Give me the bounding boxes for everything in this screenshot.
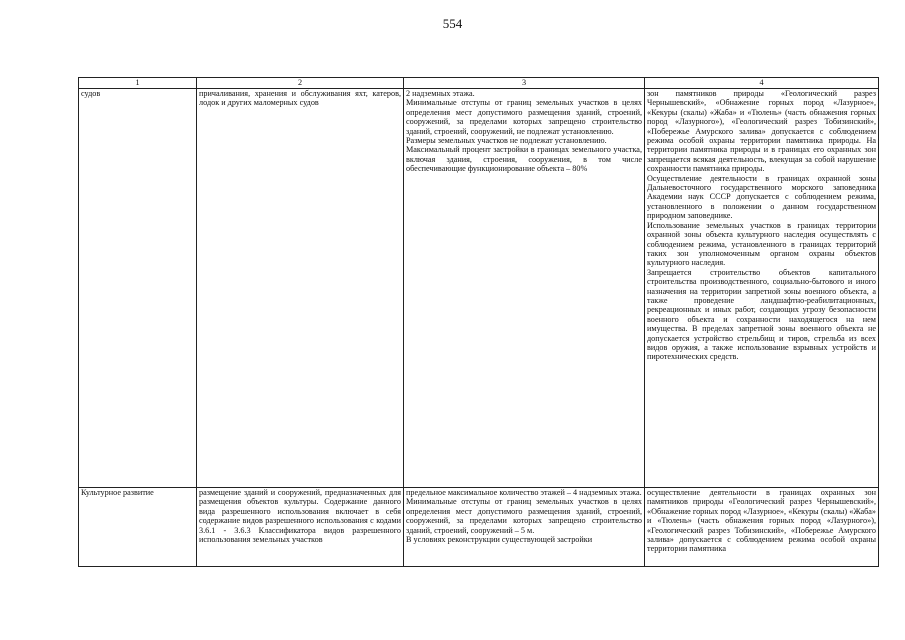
cell-parameters [404, 488, 645, 567]
paragraph: Размеры земельных участков не подлежат установлению. [406, 136, 607, 146]
paragraph: осуществление деятельности в границах охранных зон памятников природы «Геологический разрез Чернышевский», «Обнажение горных пород «Лазурное», «Кекуры (скалы) «Жаба» и «Тюлень» (часть обнажения горных пород «Лазурного»), «Геологический разрез Тобизинский», «Побережье Амурского залива» допускается с соблюдением режима особой охраны территории памятника [647, 488, 876, 554]
paragraph: 2 надземных этажа. [406, 89, 475, 98]
header-cell-3: 3 [404, 78, 645, 89]
paragraph: Запрещается строительство объектов капитального строительства производственного, социально-бытового и иного назначения на территории запретной зоны военного объекта, а также проведение ландшафтно-реабилитационных, рекреационных и иных работ, создающих угрозу безопасности военного объекта и сохранности находящегося на нем имущества. В пределах запретной зоны военного объекта не допускается устройство стрельбищ и тиров, стрельба из всех видов оружия, а также использование взрывных устройств и пиротехнических средств. [647, 267, 876, 362]
paragraph: Осуществление деятельности в границах охранной зоны Дальневосточного государственного морского заповедника Академии наук СССР допускается с соблюдением режима, установленного в положении о данном государственном природном заповеднике. [647, 173, 876, 221]
page-number: 554 [442, 16, 463, 31]
paragraph: предельное максимальное количество этажей – 4 надземных этажа. [406, 488, 642, 497]
paragraph: Использование земельных участков в границах территории охранной зоны объекта культурного наследия осуществлять с соблюдением режима, установленного в границах территорий таких зон уполномоченным органом охраны объектов культурного наследия. [647, 220, 876, 268]
paragraph: причаливания, хранения и обслуживания яхт, катеров, лодок и других маломерных судов [199, 89, 401, 108]
header-cell-2: 2 [197, 78, 404, 89]
paragraph: Максимальный процент застройки в границах земельного участка, включая здания, строения, сооружения, в том числе обеспечивающие функционирование объекта – 80% [406, 145, 642, 174]
paragraph: Минимальные отступы от границ земельных участков в целях определения мест допустимого размещения зданий, строений, сооружений, за пределами которых запрещено строительство зданий, строений, сооружений – 5 м. [406, 497, 642, 535]
paragraph: В условиях реконструкции существующей застройки [406, 535, 593, 545]
paragraph: размещение зданий и сооружений, предназначенных для размещения объектов культуры. Содержание данного вида разрешенного использования включает в себя содержание видов разрешенного использования с кодами 3.6.1 - 3.6.3 Классификатора видов разрешенного использования земельных участков [199, 488, 401, 545]
table-row [79, 488, 879, 567]
cell-parameters [404, 89, 645, 488]
zoning-table [78, 77, 879, 567]
cell-use-description [197, 89, 404, 488]
cell-use-name [79, 89, 197, 488]
table-header-row [79, 78, 879, 89]
cell-use-description [197, 488, 404, 567]
paragraph: зон памятников природы «Геологический разрез Чернышевский», «Обнажение горных пород «Лазурное», «Кекуры (скалы) «Жаба» и «Тюлень» (часть обнажения горных пород «Лазурного»), «Геологический разрез Тобизинский», «Побережье Амурского залива» допускается с соблюдением режима особой охраны территории памятника природы. На территории памятника природы и в границах его охранных зон запрещается всякая деятельность, влекущая за собой нарушение сохранности памятника природы. [647, 89, 876, 174]
cell-use-name [79, 488, 197, 567]
paragraph: Минимальные отступы от границ земельных участков в целях определения мест допустимого размещения зданий, строений, сооружений, за пределами которых запрещено строительство зданий, строений, сооружений, не подлежат установлению. [406, 98, 642, 136]
paragraph: Культурное развитие [81, 488, 154, 497]
cell-restrictions [645, 89, 879, 488]
header-cell-1: 1 [79, 78, 197, 89]
paragraph: судов [81, 89, 101, 98]
cell-restrictions [645, 488, 879, 567]
header-cell-4: 4 [645, 78, 879, 89]
table-row [79, 89, 879, 488]
